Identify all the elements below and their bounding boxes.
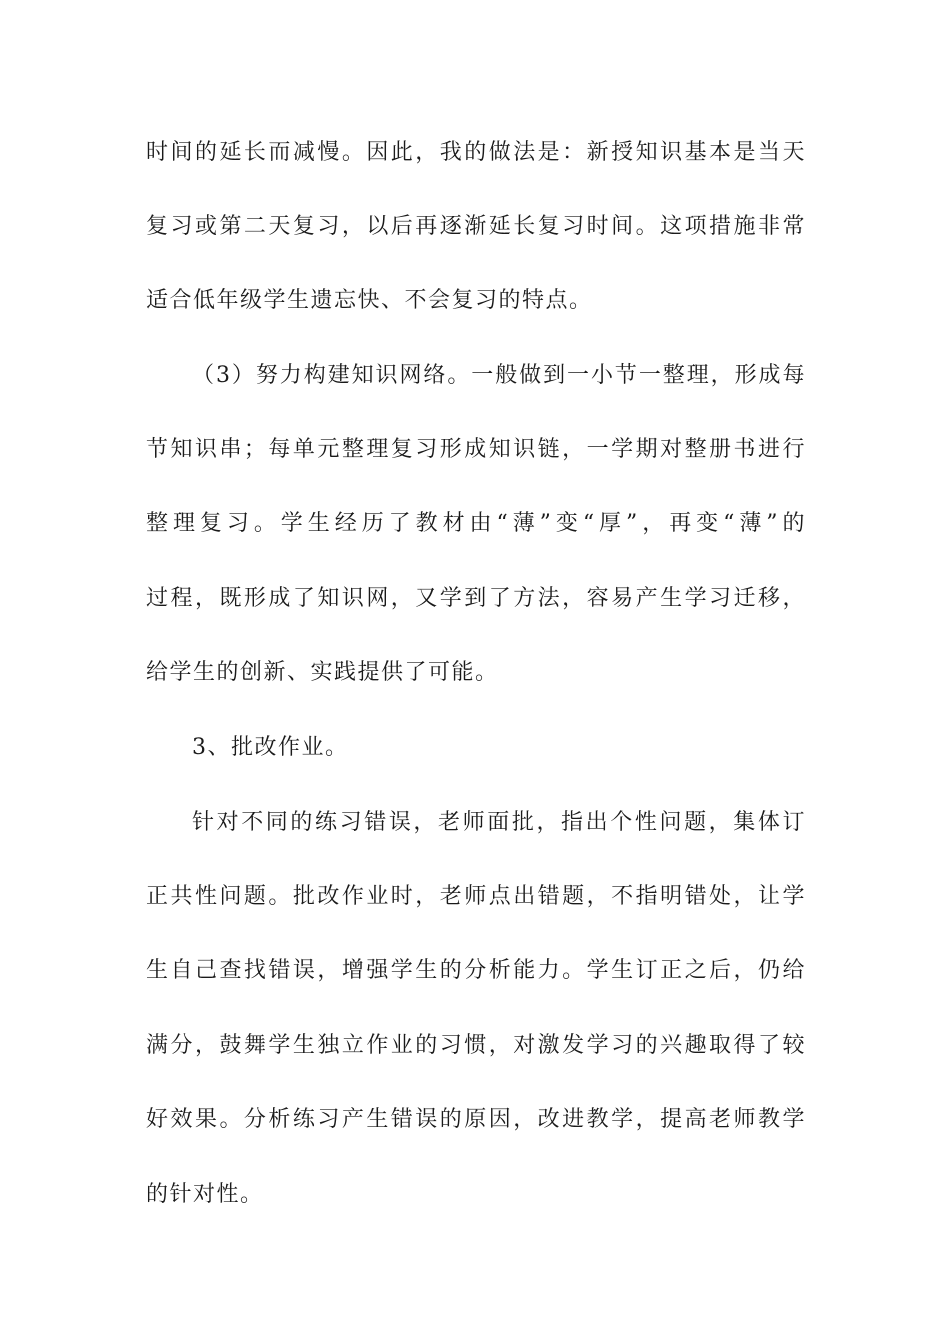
text-line: 节知识串；每单元整理复习形成知识链，一学期对整册书进行 xyxy=(146,437,806,462)
text-line: 满分，鼓舞学生独立作业的习惯，对激发学习的兴趣取得了较 xyxy=(146,1033,806,1058)
text-line: 正共性问题。批改作业时，老师点出错题，不指明错处，让学 xyxy=(146,884,806,909)
text-line: 时间的延长而减慢。因此，我的做法是：新授知识基本是当天 xyxy=(146,140,806,165)
text-line: 复习或第二天复习，以后再逐渐延长复习时间。这项措施非常 xyxy=(146,214,806,239)
text-line: 的针对性。 xyxy=(146,1182,264,1207)
section-heading: 3、批改作业。 xyxy=(192,735,349,760)
text-line: 过程，既形成了知识网，又学到了方法，容易产生学习迁移， xyxy=(146,586,806,611)
text-line: 生自己查找错误，增强学生的分析能力。学生订正之后，仍给 xyxy=(146,958,806,983)
text-line: 适合低年级学生遗忘快、不会复习的特点。 xyxy=(146,288,593,313)
text-line: 给学生的创新、实践提供了可能。 xyxy=(146,660,499,685)
text-line: 针对不同的练习错误，老师面批，指出个性问题，集体订 xyxy=(192,810,806,835)
text-line: 好效果。分析练习产生错误的原因，改进教学，提高老师教学 xyxy=(146,1107,806,1132)
text-line: （3）努力构建知识网络。一般做到一小节一整理，形成每 xyxy=(192,363,806,388)
text-line: 整理复习。学生经历了教材由“薄”变“厚”，再变“薄”的 xyxy=(146,511,806,536)
